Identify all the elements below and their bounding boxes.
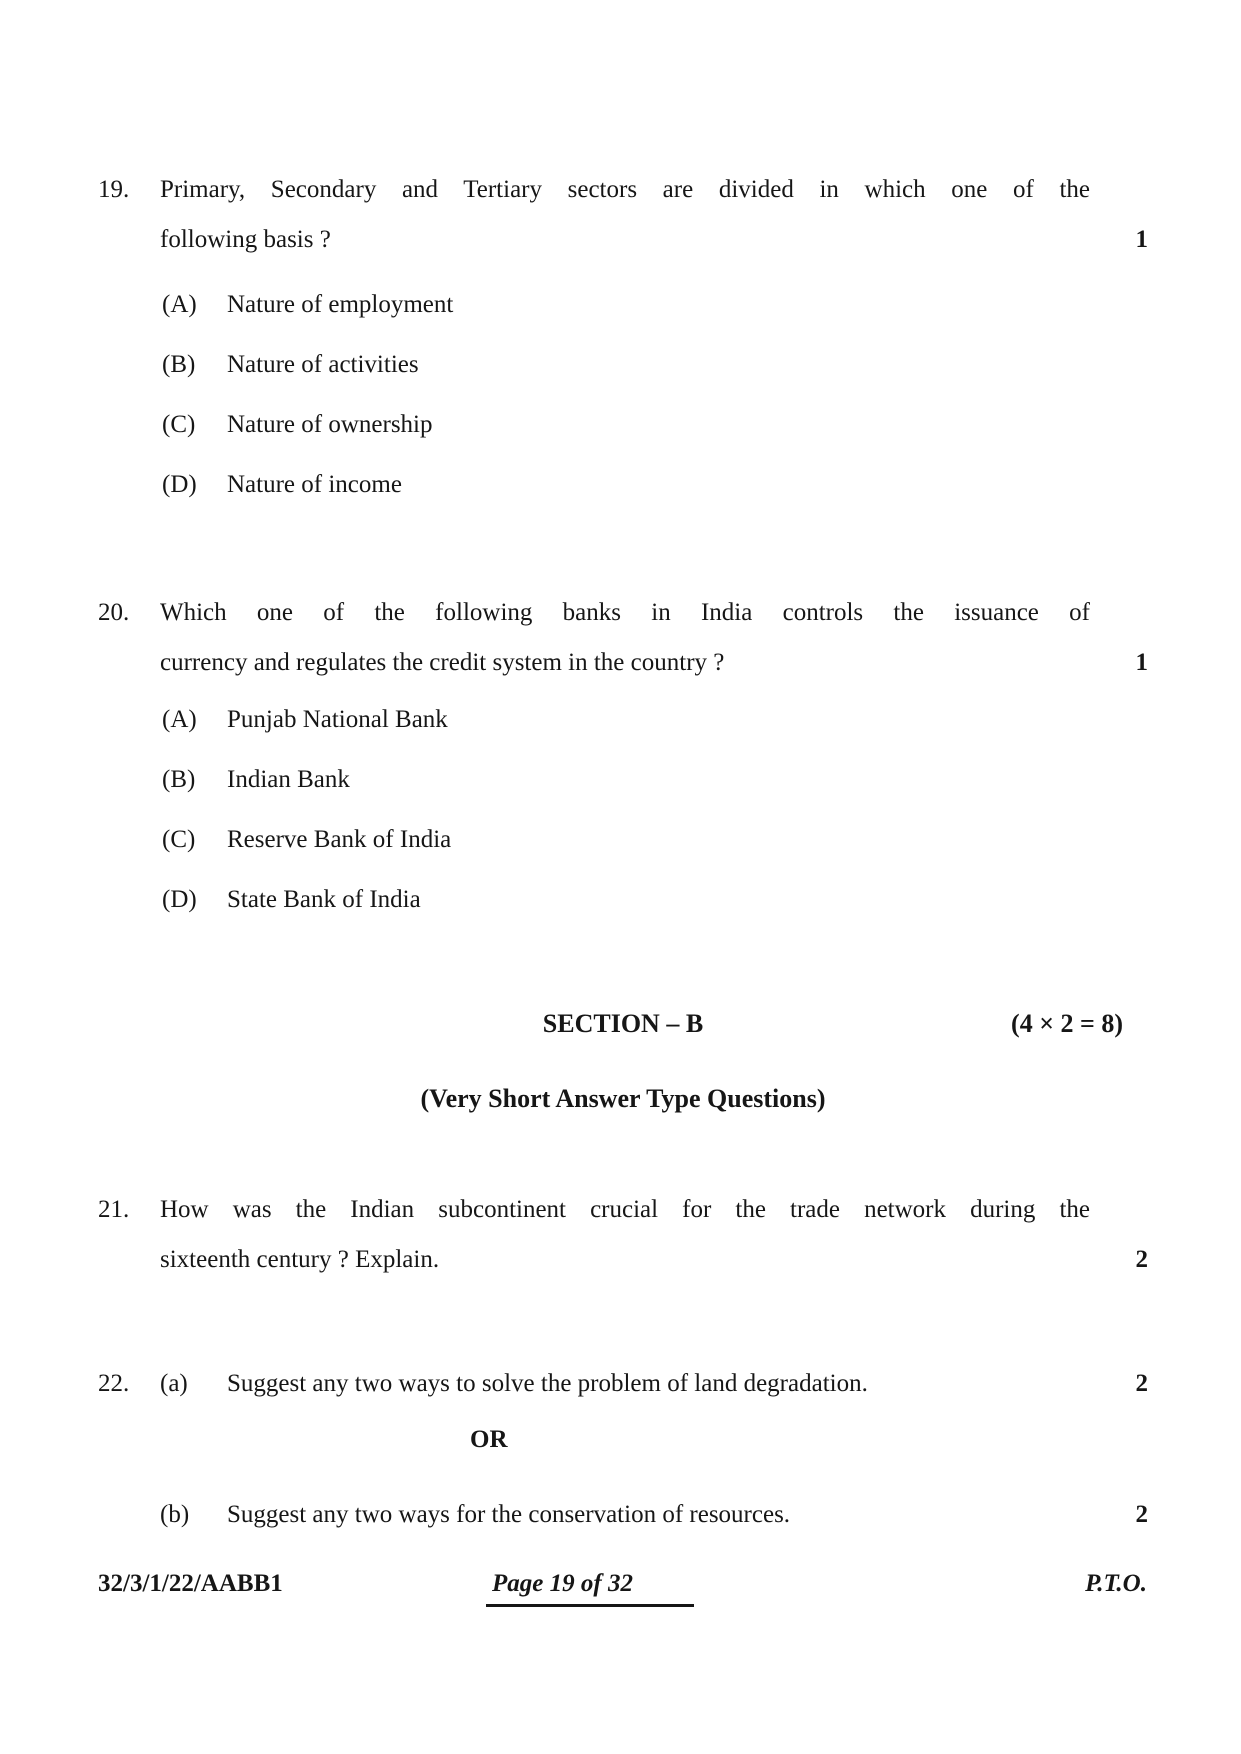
question-text-line: Which one of the following banks in India controls the issuance of xyxy=(160,599,1090,626)
option-row xyxy=(162,695,448,745)
question-22-part-a xyxy=(98,1359,1148,1409)
question-text xyxy=(160,588,1090,688)
question-number: 22. xyxy=(98,1370,130,1397)
question-text-line: Primary, Secondary and Tertiary sectors are divided in which one of the xyxy=(160,176,1090,203)
option-row xyxy=(162,815,451,865)
option-label: (C) xyxy=(162,826,196,853)
option-label: (A) xyxy=(162,291,197,318)
question-22-part-b xyxy=(98,1490,1148,1540)
option-text: Nature of employment xyxy=(227,291,454,318)
option-row xyxy=(162,400,433,450)
option-text: Indian Bank xyxy=(227,766,350,793)
option-text: Punjab National Bank xyxy=(227,706,448,733)
option-text: Nature of income xyxy=(227,471,402,498)
question-text-line: currency and regulates the credit system in the country ? xyxy=(160,649,725,676)
question-number: 19. xyxy=(98,176,130,203)
option-text: State Bank of India xyxy=(227,886,421,913)
part-text: Suggest any two ways to solve the problem of land degradation. xyxy=(227,1370,868,1397)
part-text: Suggest any two ways for the conservation of resources. xyxy=(227,1501,791,1528)
question-number-spacer xyxy=(98,1490,160,1540)
marks-value: 1 xyxy=(1135,649,1148,676)
option-text: Reserve Bank of India xyxy=(227,826,452,853)
option-row xyxy=(162,755,350,805)
marks-value: 2 xyxy=(1135,1370,1148,1397)
question-text xyxy=(160,1185,1090,1285)
question-text-line: following basis ? xyxy=(160,226,331,253)
or-separator: OR xyxy=(470,1426,508,1453)
option-label: (B) xyxy=(162,766,196,793)
option-row xyxy=(162,280,453,330)
paper-code: 32/3/1/22/AABB1 xyxy=(98,1570,283,1597)
question-number: 20. xyxy=(98,599,130,626)
page-indicator: Page 19 of 32 xyxy=(492,1570,633,1597)
question-number: 21. xyxy=(98,1196,130,1223)
option-row xyxy=(162,875,421,925)
question-19 xyxy=(98,165,1148,265)
option-text: Nature of activities xyxy=(227,351,419,378)
option-label: (D) xyxy=(162,886,197,913)
question-21 xyxy=(98,1185,1148,1285)
option-label: (A) xyxy=(162,706,197,733)
option-text: Nature of ownership xyxy=(227,411,433,438)
question-text-line: sixteenth century ? Explain. xyxy=(160,1246,440,1273)
part-label: (a) xyxy=(160,1370,188,1397)
question-20 xyxy=(98,588,1148,688)
option-row xyxy=(162,340,419,390)
option-label: (B) xyxy=(162,351,196,378)
question-text-line: How was the Indian subcontinent crucial for the trade network during the xyxy=(160,1196,1090,1223)
pto-label: P.T.O. xyxy=(1085,1570,1147,1597)
marks-value: 2 xyxy=(1135,1501,1148,1528)
option-label: (D) xyxy=(162,471,197,498)
section-marks-formula: (4 × 2 = 8) xyxy=(1011,1009,1123,1038)
marks-value: 2 xyxy=(1135,1246,1148,1273)
section-subtitle: (Very Short Answer Type Questions) xyxy=(420,1084,826,1113)
option-row xyxy=(162,460,402,510)
question-text xyxy=(160,165,1090,265)
option-label: (C) xyxy=(162,411,196,438)
marks-value: 1 xyxy=(1135,226,1148,253)
part-label: (b) xyxy=(160,1501,190,1528)
section-title: SECTION – B xyxy=(542,1009,704,1038)
page-indicator-underline xyxy=(486,1604,694,1607)
